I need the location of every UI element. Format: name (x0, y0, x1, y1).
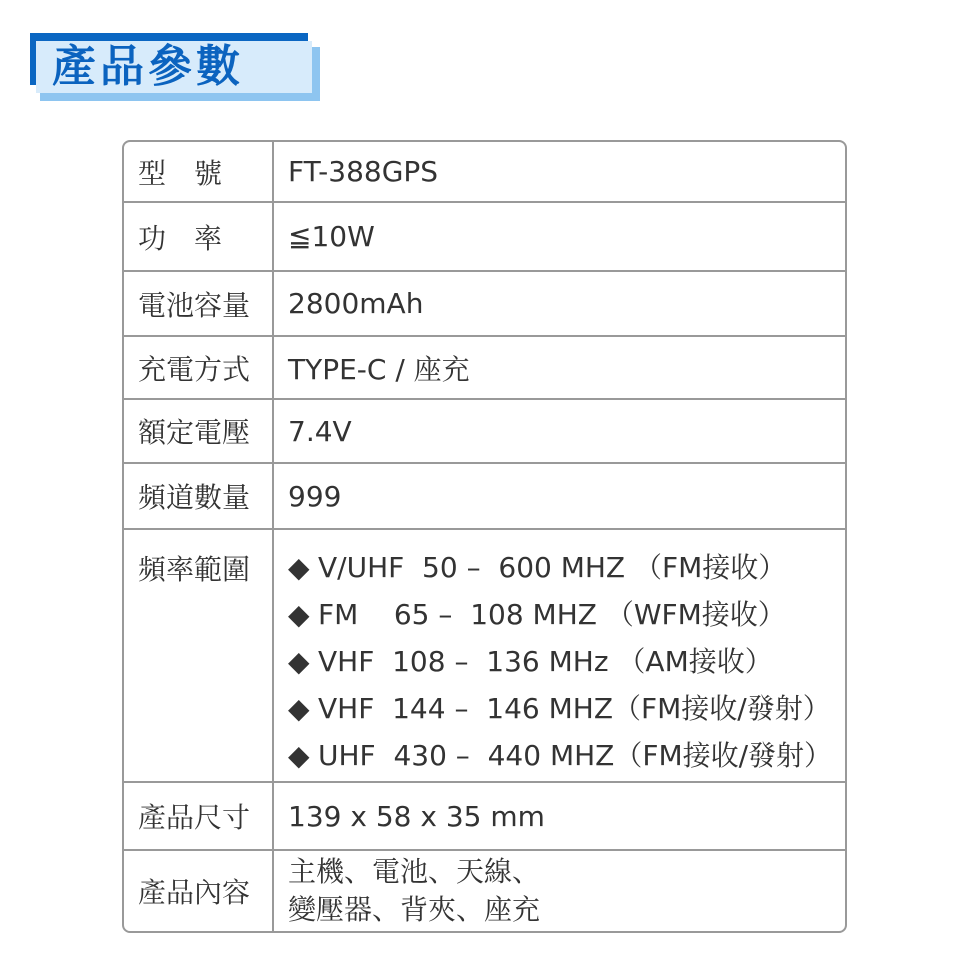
diamond-bullet-icon: ◆ (288, 692, 310, 725)
spec-label-size: 產品尺寸 (124, 783, 274, 849)
spec-row-power (124, 203, 845, 272)
frequency-item (288, 591, 845, 638)
spec-value-size: 139 x 58 x 35 mm (288, 799, 545, 833)
spec-row-size (124, 783, 845, 851)
spec-value-channels: 999 (288, 479, 342, 513)
spec-row-contents (124, 851, 845, 931)
frequency-item (288, 685, 845, 732)
spec-label-contents: 產品內容 (124, 851, 274, 931)
spec-row-battery (124, 272, 845, 337)
contents-line-1: 主機、電池、天線、 (288, 855, 541, 888)
contents-line-2: 變壓器、背夾、座充 (288, 893, 541, 926)
spec-label-channels: 頻道數量 (124, 464, 274, 528)
spec-value-frequency (276, 530, 845, 781)
spec-table (122, 140, 847, 933)
spec-row-channels (124, 464, 845, 530)
frequency-text: VHF 144 – 146 MHZ（FM接收/發射） (318, 692, 831, 725)
spec-value-voltage: 7.4V (288, 414, 352, 448)
spec-label-charging: 充電方式 (124, 337, 274, 398)
diamond-bullet-icon: ◆ (288, 551, 310, 584)
spec-row-voltage (124, 400, 845, 464)
spec-value-charging: TYPE-C / 座充 (288, 352, 470, 386)
spec-label-voltage: 額定電壓 (124, 400, 274, 462)
frequency-text: VHF 108 – 136 MHz （AM接收） (318, 645, 773, 678)
spec-value-power: ≦10W (288, 220, 375, 253)
spec-value-battery: 2800mAh (288, 287, 424, 320)
diamond-bullet-icon: ◆ (288, 645, 310, 678)
spec-label-frequency: 頻率範圍 (124, 530, 274, 781)
spec-row-model (124, 142, 845, 203)
spec-label-model: 型 號 (124, 142, 274, 201)
diamond-bullet-icon: ◆ (288, 739, 310, 772)
spec-row-charging (124, 337, 845, 400)
frequency-list (288, 530, 845, 779)
spec-value-contents (276, 851, 845, 931)
spec-label-battery: 電池容量 (124, 272, 274, 335)
frequency-text: UHF 430 – 440 MHZ（FM接收/發射） (318, 739, 833, 772)
frequency-item (288, 732, 845, 779)
title-banner (30, 33, 320, 101)
frequency-text: V/UHF 50 – 600 MHZ （FM接收） (318, 551, 787, 584)
page-title: 產品參數 (52, 41, 244, 92)
frequency-item (288, 638, 845, 685)
diamond-bullet-icon: ◆ (288, 598, 310, 631)
spec-label-power: 功 率 (124, 203, 274, 270)
spec-value-model: FT-388GPS (288, 155, 439, 188)
spec-row-frequency (124, 530, 845, 783)
frequency-text: FM 65 – 108 MHZ （WFM接收） (318, 598, 786, 631)
frequency-item (288, 544, 845, 591)
